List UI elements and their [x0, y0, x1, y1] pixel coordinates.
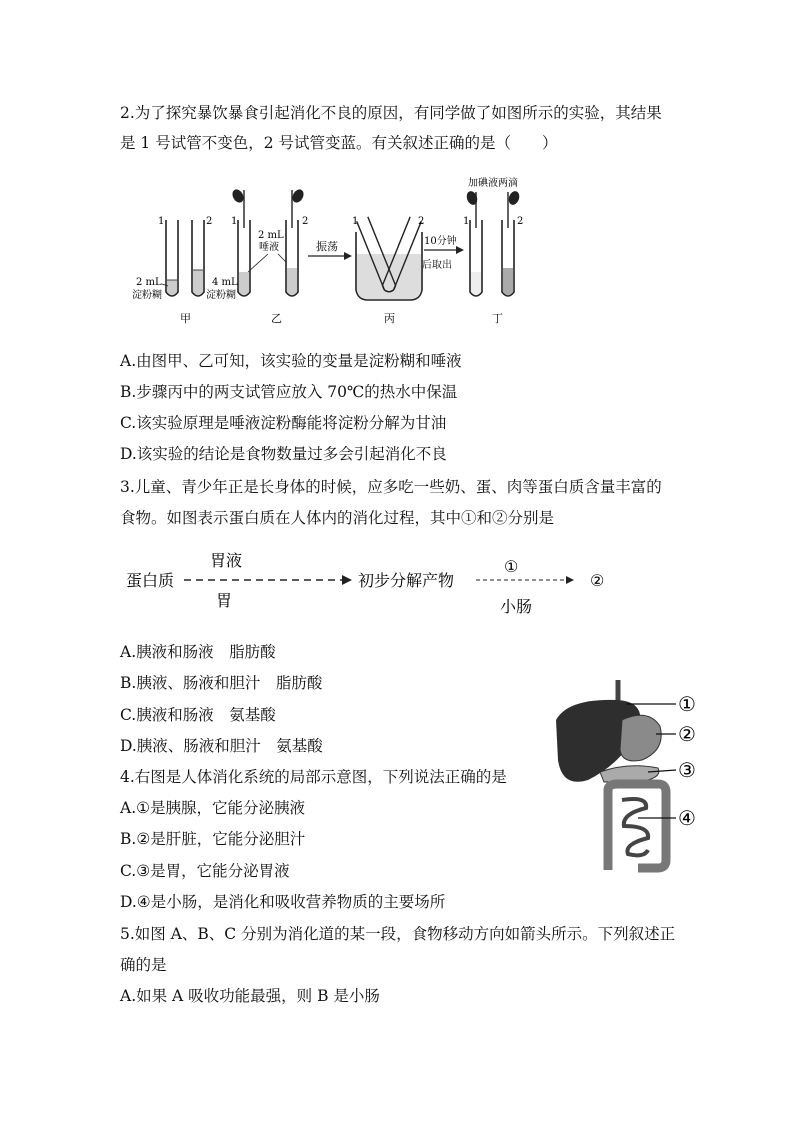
organ-label-1: ① — [678, 692, 696, 716]
q4-stem: 4.右图是人体消化系统的局部示意图，下列说法正确的是 — [120, 768, 507, 786]
q2-option-b: B.步骤丙中的两支试管应放入 70℃的热水中保温 — [120, 383, 458, 401]
small-intestine-label: 小肠 — [500, 597, 533, 616]
starch-2ml-label: 淀粉糊 — [132, 290, 162, 301]
q3-option-d: D.胰液、肠液和胆汁 氨基酸 — [120, 737, 323, 755]
panel-bing-label: 丙 — [384, 312, 395, 325]
q4-option-a: A.①是胰腺，它能分泌胰液 — [120, 799, 306, 817]
stomach-label: 胃 — [216, 591, 233, 610]
tube-ding-1 — [465, 190, 482, 296]
tube-jia-1-number: 1 — [158, 216, 165, 227]
q2-option-c: C.该实验原理是唾液淀粉酶能将淀粉分解为甘油 — [120, 414, 447, 432]
q3-option-c: C.胰液和肠液 氨基酸 — [120, 706, 276, 724]
tube-ding-2-number: 2 — [517, 216, 524, 227]
q2-stem-line2: 是 1 号试管不变色，2 号试管变蓝。有关叙述正确的是（ ） — [120, 134, 558, 152]
saliva-label: 唾液 — [259, 242, 279, 253]
tube-jia-2 — [192, 220, 204, 296]
tube-ding-1-number: 1 — [463, 216, 470, 227]
protein-digestion-diagram — [120, 548, 620, 618]
q3-stem-line1: 3.儿童、青少年正是长身体的时候，应多吃一些奶、蛋、肉等蛋白质含量丰富的 — [120, 478, 662, 496]
starch-2ml-volume: 2 mL — [136, 277, 162, 288]
starch-4ml-volume: 4 mL — [212, 277, 238, 288]
tube-yi-1-number: 1 — [231, 216, 238, 227]
wait-time-label: 10分钟 — [424, 236, 457, 247]
shake-label: 振荡 — [316, 240, 338, 253]
q5-stem-line1: 5.如图 A、B、C 分别为消化道的某一段，食物移动方向如箭头所示。下列叙述正 — [120, 925, 676, 943]
q5-option-a: A.如果 A 吸收功能最强，则 B 是小肠 — [120, 987, 380, 1005]
q2-experiment-figure — [128, 172, 538, 332]
q3-option-b: B.胰液、肠液和胆汁 脂肪酸 — [120, 674, 323, 692]
panel-yi-label: 乙 — [271, 312, 282, 325]
stomach-shape — [620, 715, 661, 761]
enzyme-mark-1: ① — [504, 557, 519, 576]
organ-label-2: ② — [678, 722, 696, 746]
panel-ding-label: 丁 — [492, 312, 503, 325]
small-intestine-shape — [622, 799, 648, 855]
q5-stem-line2: 确的是 — [120, 956, 167, 974]
organ-label-4: ④ — [678, 806, 696, 830]
q2-option-a: A.由图甲、乙可知，该实验的变量是淀粉糊和唾液 — [120, 352, 462, 370]
take-out-label: 后取出 — [422, 260, 452, 271]
product-mark-2: ② — [590, 571, 605, 590]
tube-yi-2 — [286, 187, 309, 296]
panel-jia-label: 甲 — [180, 312, 191, 325]
q4-option-b: B.②是肝脏，它能分泌胆汁 — [120, 830, 306, 848]
starch-4ml-label: 淀粉糊 — [206, 290, 236, 301]
tube-jia-2-number: 2 — [206, 216, 213, 227]
tube-ding-2 — [502, 190, 524, 296]
protein-label: 蛋白质 — [126, 571, 175, 590]
saliva-volume: 2 mL — [258, 230, 284, 241]
digestive-system-figure — [548, 680, 748, 880]
tube-bing-1-number: 1 — [352, 216, 359, 227]
tube-jia-1 — [166, 220, 178, 296]
q3-option-a: A.胰液和肠液 脂肪酸 — [120, 643, 276, 661]
tube-yi-2-number: 2 — [302, 216, 309, 227]
intermediate-product-label: 初步分解产物 — [358, 571, 455, 590]
q4-option-d: D.④是小肠，是消化和吸收营养物质的主要场所 — [120, 893, 446, 911]
q2-option-d: D.该实验的结论是食物数量过多会引起消化不良 — [120, 445, 447, 463]
q2-stem-line1: 2.为了探究暴饮暴食引起消化不良的原因，有同学做了如图所示的实验，其结果 — [120, 104, 662, 122]
gastric-juice-label: 胃液 — [210, 551, 243, 570]
tube-bing-2-number: 2 — [418, 216, 425, 227]
q4-option-c: C.③是胃，它能分泌胃液 — [120, 862, 290, 880]
water-bath-beaker — [356, 216, 425, 300]
iodine-label: 加碘液两滴 — [468, 178, 518, 189]
organ-label-3: ③ — [678, 758, 696, 782]
q3-stem-line2: 食物。如图表示蛋白质在人体内的消化过程，其中①和②分别是 — [120, 509, 555, 527]
